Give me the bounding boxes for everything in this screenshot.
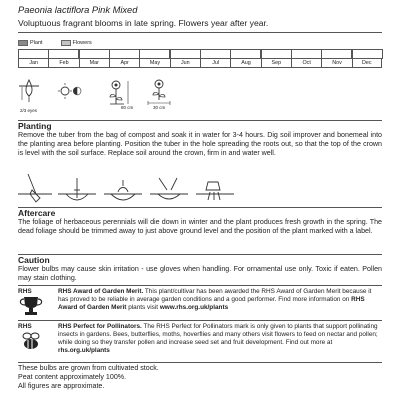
award-garden-merit bbox=[18, 288, 382, 322]
pollinators-more: Find out more at bbox=[285, 338, 333, 346]
plant-spacing-icon bbox=[144, 78, 174, 113]
footer-line-1: These bulbs are grown from cultivated stock. bbox=[18, 364, 159, 372]
month-jun: Jun bbox=[170, 59, 200, 68]
caution-text: Flower bulbs may cause skin irritation - use gloves when handling. For ornamental use only. Toxic if eaten. Pollen may stain clothing. bbox=[18, 265, 382, 283]
plant-height-icon bbox=[104, 78, 134, 113]
legend-flowers bbox=[61, 40, 92, 46]
flowers-swatch bbox=[61, 40, 71, 46]
divider bbox=[18, 254, 382, 255]
month-dec: Dec bbox=[352, 59, 382, 68]
spacing-label: 30 cm bbox=[153, 105, 166, 110]
planting-text: Remove the tuber from the bag of compost and soak it in water for 3-4 hours. Dig soil improver and bonemeal into the planting area before planting. Position the tuber in the hole spreading the roots out, so that the top of the crown is level with the soil surface. Replace soil around the crown, firm in and water well. bbox=[18, 131, 382, 158]
agm-more: Find more information on bbox=[278, 295, 350, 303]
pollinators-body: The RHS Perfect for Pollinators mark is only given to plants that support pollinating insects in gardens. Bees, butterflies, moths, hoverflies and many others visit flowers to feed on nectar and pollen; while doing so they transfer pollen and increase seed set and fruit development. bbox=[58, 323, 378, 346]
month-jul: Jul bbox=[200, 59, 230, 68]
month-nov: Nov bbox=[321, 59, 351, 68]
footer-line-2: Peat content approximately 100%. bbox=[18, 373, 127, 382]
calendar-cell bbox=[352, 49, 383, 59]
footer-notes bbox=[18, 364, 159, 391]
calendar-cell bbox=[321, 49, 352, 59]
height-label: 80 cm bbox=[121, 105, 134, 110]
legend-plant bbox=[18, 40, 43, 46]
aftercare-text: The foliage of herbaceous perennials will die down in winter and the plant produces fresh growth in the spring. The dead foliage should be trimmed away to just above ground level and the position of the plant marked with a label. bbox=[18, 218, 382, 236]
calendar-cell bbox=[261, 49, 292, 59]
footer-line-3: All figures are approximate. bbox=[18, 382, 105, 391]
subtitle: Voluptuous fragrant blooms in late spring. Flowers year after year. bbox=[18, 18, 269, 28]
rhs-agm-badge bbox=[18, 288, 46, 322]
divider bbox=[18, 120, 382, 121]
bee-icon bbox=[18, 330, 44, 352]
month-feb: Feb bbox=[48, 59, 78, 68]
aftercare-heading: Aftercare bbox=[18, 208, 56, 218]
calendar-cell bbox=[230, 49, 261, 59]
month-oct: Oct bbox=[291, 59, 321, 68]
rhs-badge-text: RHS bbox=[18, 288, 32, 295]
month-jan: Jan bbox=[18, 59, 48, 68]
planting-depth-icon bbox=[18, 78, 40, 115]
caution-heading: Caution bbox=[18, 255, 50, 265]
planting-calendar bbox=[18, 49, 382, 68]
agm-text bbox=[58, 288, 382, 312]
divider bbox=[18, 362, 382, 363]
month-aug: Aug bbox=[230, 59, 260, 68]
latin-name: Paeonia lactiflora Pink Mixed bbox=[18, 5, 138, 15]
sun-icon bbox=[58, 82, 84, 105]
month-may: May bbox=[139, 59, 169, 68]
pollinators-text bbox=[58, 323, 382, 355]
month-apr: Apr bbox=[109, 59, 139, 68]
pollinators-title: RHS Perfect for Pollinators. bbox=[58, 323, 142, 330]
calendar-cell bbox=[79, 49, 110, 59]
planting-steps-illustration bbox=[18, 172, 238, 208]
calendar-cell bbox=[18, 49, 49, 59]
divider bbox=[18, 320, 382, 321]
rhs-badge-text: RHS bbox=[18, 323, 32, 330]
calendar-cell bbox=[139, 49, 170, 59]
plant-swatch bbox=[18, 40, 28, 46]
legend-plant-label: Plant bbox=[30, 40, 43, 46]
divider bbox=[18, 207, 382, 208]
legend-flowers-label: Flowers bbox=[72, 40, 92, 46]
award-pollinators bbox=[18, 323, 382, 357]
divider bbox=[18, 32, 382, 33]
planting-heading: Planting bbox=[18, 121, 52, 131]
calendar-cell bbox=[48, 49, 79, 59]
agm-tail: plants visit bbox=[128, 303, 159, 311]
rhs-pollinators-badge bbox=[18, 323, 46, 357]
calendar-cell bbox=[291, 49, 322, 59]
agm-body: This plant/cultivar has been awarded the RHS Award of Garden Merit because it has proved to be reliable in average garden conditions and a good performer. bbox=[58, 288, 372, 303]
trophy-icon bbox=[18, 295, 44, 317]
month-sep: Sep bbox=[261, 59, 291, 68]
depth-label: 2/3 eyes bbox=[20, 108, 38, 113]
month-mar: Mar bbox=[79, 59, 109, 68]
agm-url[interactable]: www.rhs.org.uk/plants bbox=[159, 303, 229, 311]
agm-link-bold: RHS Award of Garden Merit bbox=[58, 295, 365, 311]
calendar-cell bbox=[109, 49, 140, 59]
legend bbox=[18, 38, 110, 48]
care-icons bbox=[18, 78, 208, 116]
pollinators-url[interactable]: rhs.org.uk/plants bbox=[58, 346, 110, 354]
calendar-cell bbox=[200, 49, 231, 59]
divider bbox=[18, 285, 382, 286]
calendar-cell bbox=[170, 49, 201, 59]
agm-title: RHS Award of Garden Merit. bbox=[58, 288, 144, 295]
